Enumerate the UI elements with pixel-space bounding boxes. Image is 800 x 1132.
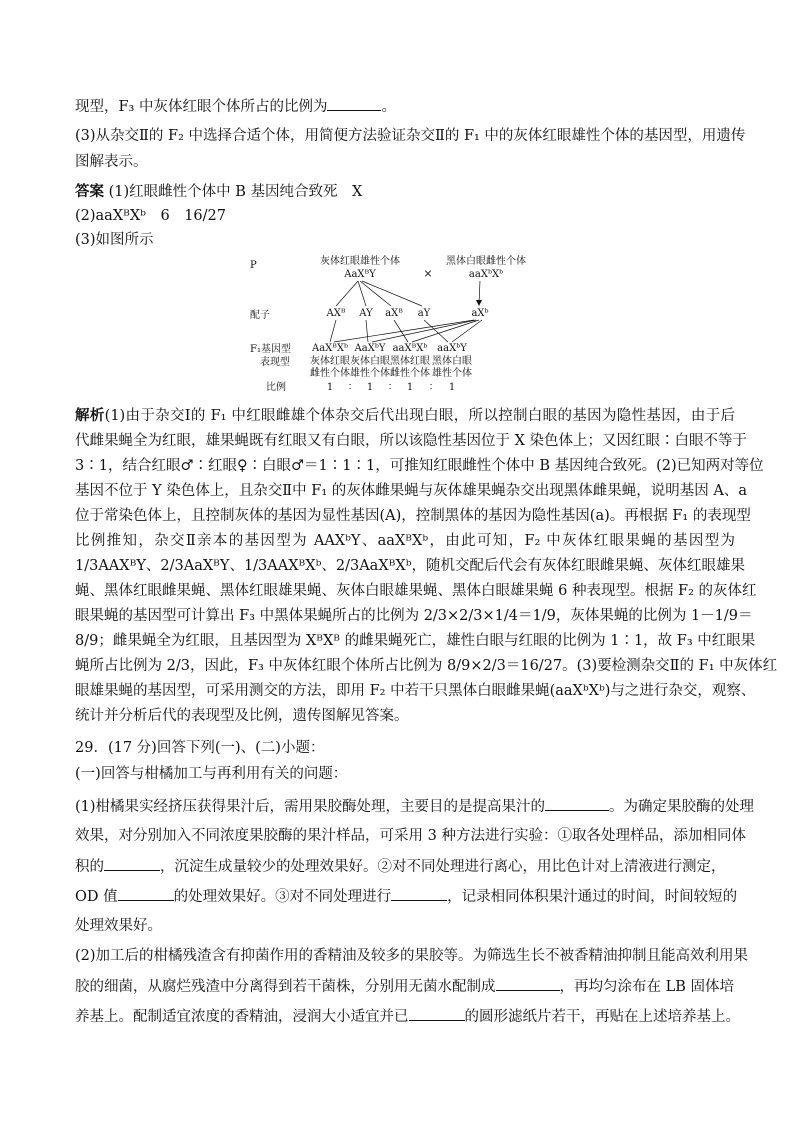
gamete: AXᴮ [326, 308, 346, 319]
phenotype: 灰体红眼 [310, 356, 350, 367]
phenotype: 灰体白眼 [350, 356, 390, 367]
ratio-sep: ∶ [388, 382, 392, 393]
link-line [334, 320, 474, 342]
ratio-label: 比例 [266, 382, 286, 393]
phenotype-label: 表现型 [260, 357, 290, 368]
text: 。为确定果胶酶的处理 [609, 799, 755, 815]
genetic-cross-diagram [248, 254, 548, 394]
text: (1)红眼雌性个体中 B 基因纯合致死 X [108, 184, 363, 200]
explanation-line: 蝇、黑体红眼雌果蝇、黑体红眼雄果蝇、灰体白眼雄果蝇、黑体白眼雄果蝇 6 种表现型。根据 F₂ 的灰体红 [75, 583, 757, 599]
gamete: AY [359, 308, 373, 319]
ratio-value: 1 [366, 382, 374, 393]
phenotype: 黑体白眼 [432, 356, 472, 367]
parent1-desc: 灰体红眼雄性个体 [320, 256, 400, 267]
explanation-line: 位于常染色体上，且控制灰体的基因为显性基因(A)，控制黑体的基因为隐性基因(a)。再根据 F₁ 的表现型 [75, 508, 751, 524]
gamete: aXᵇ [471, 308, 489, 319]
question-subheading: (一)回答与柑橘加工与再利用有关的问题： [75, 766, 348, 782]
p-label: P [250, 260, 257, 271]
explanation-line: 眼果蝇的基因型可计算出 F₃ 中黑体果蝇所占的比例为 2/3×2/3×1/4＝1/9，灰体果蝇的比例为 1－1/9＝ [75, 608, 753, 624]
phenotype-sex: 雄性个体 [350, 368, 390, 379]
f1-label: F₁基因型 [250, 344, 291, 355]
text-line: (3)从杂交Ⅱ的 F₂ 中选择合适个体，用简便方法验证杂交Ⅱ的 F₁ 中的灰体红眼雄性个体的基因型，用遗传 [75, 128, 746, 144]
explanation-line: 8/9；雌果蝇全为红眼，且基因型为 XᴮXᴮ 的雌果蝇死亡，雄性白眼与红眼的比例为 1∶1，故 F₃ 中红眼果 [75, 633, 756, 649]
text: 现型，F₃ 中灰体红眼个体所占的比例为 [75, 99, 328, 115]
question-heading: 29．(17 分)回答下列(一)、(二)小题： [75, 740, 325, 756]
text: 的处理效果好。③对不同处理进行 [173, 889, 392, 905]
f1-genotype: aaXᴮXᵇ [392, 343, 428, 354]
question-line: 效果，对分别加入不同浓度果胶酶的果汁样品，可采用 3 种方法进行实验：①取各处理样品，添加相同体 [75, 828, 746, 844]
link-line [366, 320, 368, 342]
question-line [75, 886, 738, 907]
link-line [330, 320, 336, 342]
parent-gamete-lines [336, 281, 480, 306]
answer-label: 答案 [75, 183, 104, 200]
f1-genotype: AaXᵇY [354, 343, 386, 354]
text: 。 [381, 99, 396, 115]
answer-blank [496, 976, 560, 991]
question-line [75, 796, 755, 817]
explanation-label: 解析 [75, 407, 105, 424]
text: 积的 [75, 859, 104, 875]
explanation-line: 基因不位于 Y 染色体上，且杂交Ⅱ中 F₁ 的灰体雌果蝇与灰体雄果蝇杂交出现黑体雌果蝇，说明基因 A、a [75, 483, 747, 499]
ratio-value: 1 [326, 382, 334, 393]
ratio-value: 1 [448, 382, 456, 393]
link-line [362, 281, 422, 306]
link-line [412, 320, 479, 342]
gamete-label: 配子 [250, 310, 270, 321]
answer-blank [327, 96, 381, 111]
answer-line: (2)aaXᴮXᵇ 6 16/27 [75, 208, 226, 224]
question-line [75, 856, 735, 877]
answer-line [75, 182, 735, 202]
cross-symbol: × [423, 267, 433, 280]
text: ，沉淀生成量较少的处理效果好。②对不同处理进行离心，用比色计对上清液进行测定， [160, 859, 726, 875]
link-line [372, 320, 476, 342]
gamete: aY [417, 308, 431, 319]
parent2-genotype: aaXᵇXᵇ [468, 269, 504, 280]
parent1-genotype: AaXᴮY [344, 269, 376, 280]
phenotype-sex: 雌性个体 [310, 368, 350, 379]
f1-genotype: aaXᵇY [437, 343, 467, 354]
explanation-line: 统计并分析后代的表现型及比例，遗传图解见答案。 [75, 708, 409, 724]
text: ，再均匀涂布在 LB 固体培 [559, 979, 735, 995]
question-line: (2)加工后的柑橘残渣含有抑菌作用的香精油及较多的果胶等。为筛选生长不被香精油抑制且能高效利用果 [75, 948, 749, 964]
text: (1)柑橘果实经挤压获得果汁后，需用果胶酶处理，主要目的是提高果汁的 [75, 799, 546, 815]
answer-line: (3)如图所示 [75, 232, 154, 248]
text-line [75, 96, 735, 117]
gamete-f1-lines [330, 320, 482, 342]
arrow-head [476, 300, 482, 306]
answer-blank [391, 886, 447, 901]
ratio-value: 1 [406, 382, 414, 393]
ratio-sep: ∶ [348, 382, 352, 393]
explanation-line: 蝇所占比例为 2/3，因此，F₃ 中灰体红眼个体所占比例为 8/9×2/3＝16/27。(3)要检测杂交Ⅱ的 F₁ 中灰体红 [75, 658, 778, 674]
text-line: 图解表示。 [75, 154, 148, 170]
question-line [75, 1006, 740, 1027]
link-line [336, 281, 358, 306]
explanation-line [75, 406, 735, 426]
parent2-desc: 黑体白眼雌性个体 [446, 256, 526, 267]
answer-blank [104, 856, 160, 871]
answer-blank [545, 796, 609, 811]
explanation-line: 1/3AAXᴮY、2/3AaXᴮY、1/3AAXᴮXᵇ、2/3AaXᴮXᵇ，随机交配后代会有灰体红眼雌果蝇、灰体红眼雄果 [75, 558, 745, 574]
question-line [75, 976, 735, 997]
phenotype-sex: 雄性个体 [432, 368, 472, 379]
text: 养基上。配制适宜浓度的香精油，浸润大小适宜并已 [75, 1009, 409, 1025]
ratio-sep: ∶ [429, 382, 433, 393]
explanation-line: 比例推知，杂交Ⅱ亲本的基因型为 AAXᵇY、aaXᴮXᵇ，由此可知，F₂ 中灰体红眼果蝇的基因型为 [75, 533, 735, 549]
gamete: aXᴮ [385, 308, 403, 319]
question-line: 处理效果好。 [75, 918, 162, 934]
f1-genotype: AaXᴮXᵇ [311, 343, 349, 354]
link-line [452, 320, 482, 342]
explanation-line: 眼雄果蝇的基因型，可采用测交的方法，即用 F₂ 中若干只黑体白眼雌果蝇(aaXᵇXᵇ)与之进行杂交，观察、 [75, 683, 756, 699]
phenotype-sex: 雌性个体 [390, 368, 430, 379]
explanation-line: 代雌果蝇全为红眼，雄果蝇既有红眼又有白眼，所以该隐性基因位于 X 染色体上；又因红眼∶白眼不等于 [75, 433, 748, 449]
text: 胶的细菌，从腐烂残渣中分离得到若干菌株，分别用无菌水配制成 [75, 979, 496, 995]
text: OD 值 [75, 889, 118, 905]
text: 的圆形滤纸片若干，再贴在上述培养基上。 [464, 1009, 740, 1025]
answer-blank [409, 1006, 465, 1021]
answer-blank [118, 886, 174, 901]
explanation-line: 3∶1，结合红眼♂∶红眼♀∶白眼♂＝1∶1∶1，可推知红眼雌性个体中 B 基因纯合致死。(2)已知两对等位 [75, 458, 764, 474]
text: ，记录相同体积果汁通过的时间，时间较短的 [447, 889, 738, 905]
text: (1)由于杂交Ⅰ的 F₁ 中红眼雌雄个体杂交后代出现白眼，所以控制白眼的基因为隐性基因，由于后 [104, 408, 736, 424]
phenotype: 黑体红眼 [390, 356, 430, 367]
